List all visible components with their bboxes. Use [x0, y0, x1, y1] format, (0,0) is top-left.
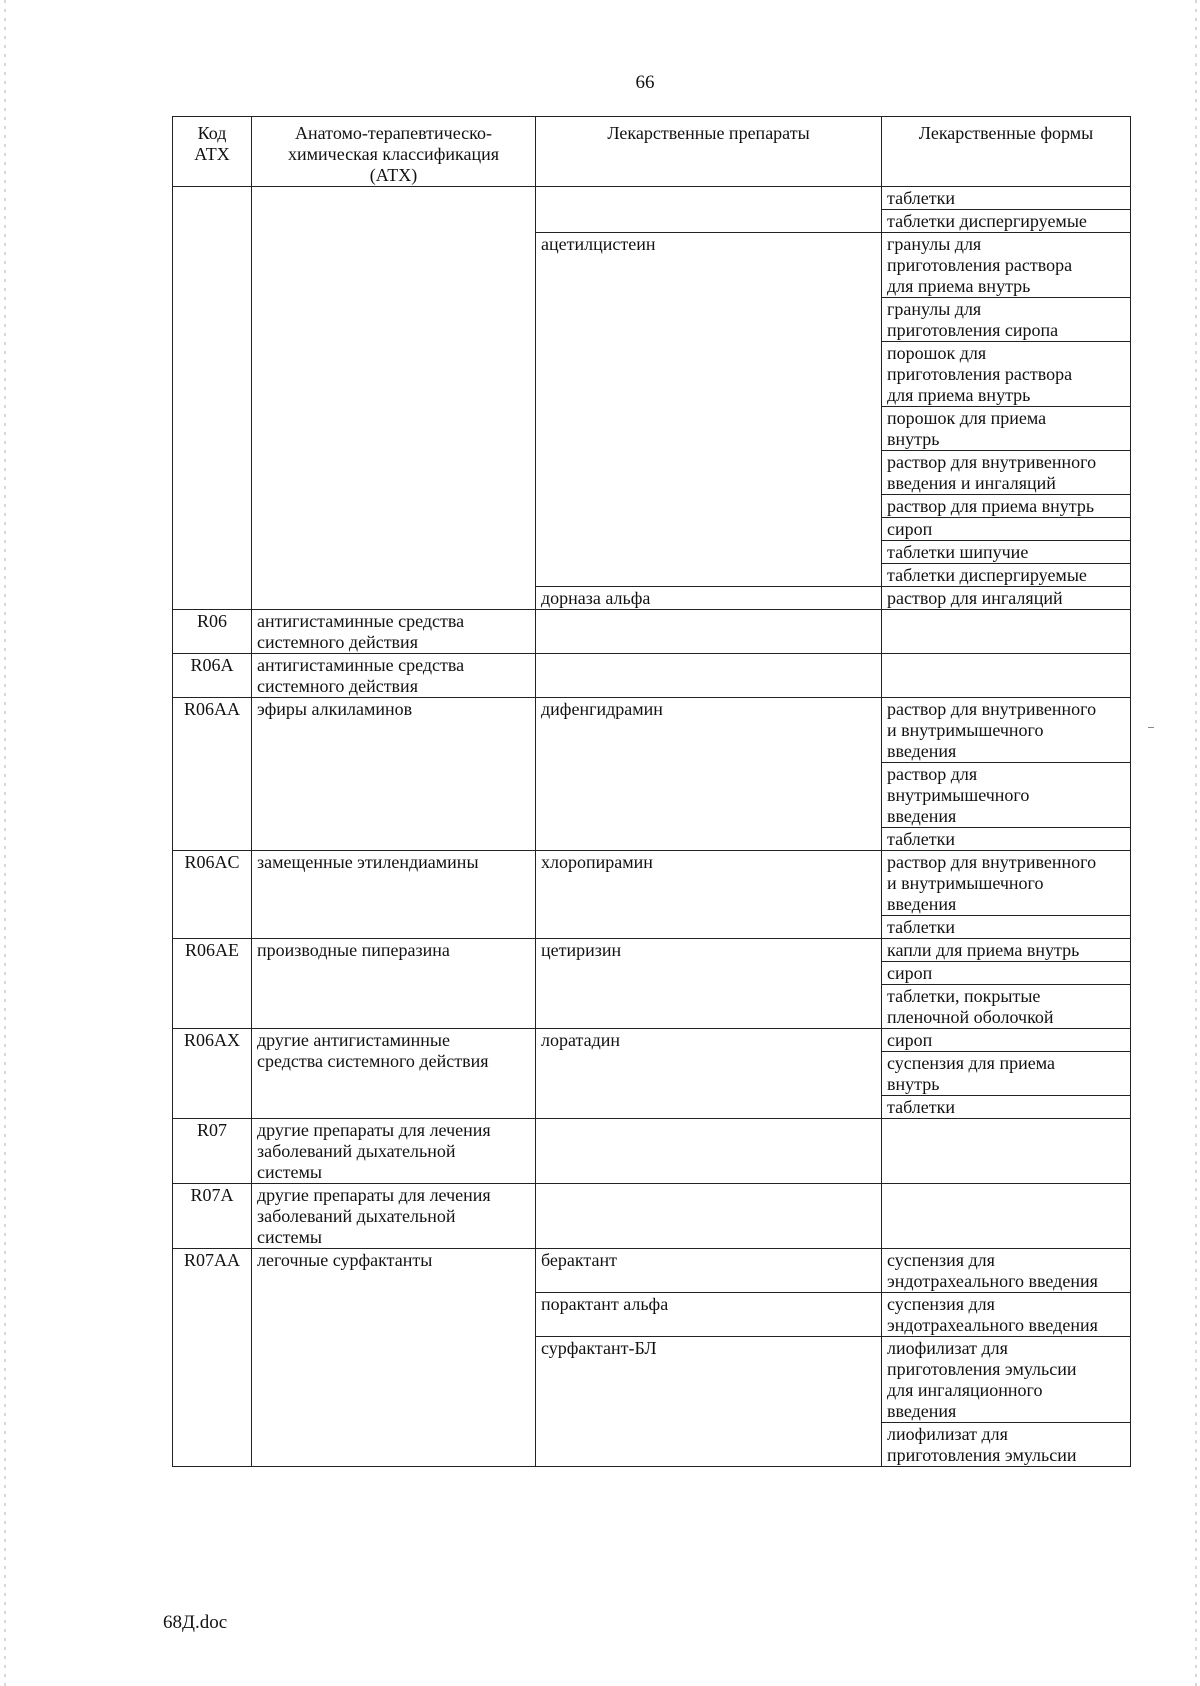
cell-drug: цетиризин	[536, 939, 882, 1029]
header-forms: Лекарственные формы	[882, 117, 1131, 187]
cell-classification: легочные сурфактанты	[252, 1249, 536, 1467]
cell-form: раствор для внутривенного введения и ингаляций	[882, 451, 1131, 495]
table-row	[173, 851, 1131, 916]
cell-form: таблетки шипучие	[882, 541, 1131, 564]
cell-form: суспензия для приема внутрь	[882, 1052, 1131, 1096]
cell-form: порошок для приема внутрь	[882, 407, 1131, 451]
cell-drug	[536, 654, 882, 698]
cell-code: R06	[173, 610, 252, 654]
cell-classification: другие препараты для лечения заболеваний дыхательной системы	[252, 1119, 536, 1184]
cell-form: лиофилизат для приготовления эмульсии для ингаляционного введения	[882, 1337, 1131, 1423]
cell-drug: берактант	[536, 1249, 882, 1293]
table-row	[173, 698, 1131, 763]
cell-drug	[536, 1184, 882, 1249]
cell-drug: лоратадин	[536, 1029, 882, 1119]
cell-classification: другие препараты для лечения заболеваний дыхательной системы	[252, 1184, 536, 1249]
scan-edge-right	[1195, 0, 1197, 1686]
cell-classification: замещенные этилендиамины	[252, 851, 536, 939]
cell-form	[882, 1119, 1131, 1184]
cell-drug	[536, 610, 882, 654]
cell-classification: производные пиперазина	[252, 939, 536, 1029]
footer-filename: 68Д.doc	[163, 1612, 228, 1633]
cell-form: сироп	[882, 1029, 1131, 1052]
scan-edge-left	[4, 0, 6, 1686]
cell-drug: дифенгидрамин	[536, 698, 882, 851]
cell-form: суспензия для эндотрахеального введения	[882, 1293, 1131, 1337]
cell-form: таблетки	[882, 916, 1131, 939]
cell-form	[882, 1184, 1131, 1249]
cell-form: раствор для внутримышечного введения	[882, 763, 1131, 828]
cell-form: раствор для внутривенного и внутримышечного введения	[882, 698, 1131, 763]
cell-code: R07	[173, 1119, 252, 1184]
cell-form: таблетки, покрытые пленочной оболочкой	[882, 985, 1131, 1029]
cell-form: таблетки диспергируемые	[882, 564, 1131, 587]
cell-classification	[252, 187, 536, 610]
cell-form: таблетки	[882, 828, 1131, 851]
table-row	[173, 939, 1131, 962]
cell-drug: сурфактант-БЛ	[536, 1337, 882, 1467]
cell-form: таблетки	[882, 1096, 1131, 1119]
cell-form: сироп	[882, 962, 1131, 985]
cell-drug	[536, 187, 882, 233]
table-header-row	[173, 117, 1131, 187]
page-number: 66	[635, 72, 655, 93]
cell-code: R07A	[173, 1184, 252, 1249]
cell-classification: антигистаминные средства системного действия	[252, 654, 536, 698]
scan-artifact	[1148, 727, 1154, 728]
cell-form: таблетки	[882, 187, 1131, 210]
cell-form: лиофилизат для приготовления эмульсии	[882, 1423, 1131, 1467]
cell-form: порошок для приготовления раствора для приема внутрь	[882, 342, 1131, 407]
cell-code: R06AE	[173, 939, 252, 1029]
cell-form: раствор для приема внутрь	[882, 495, 1131, 518]
table-row	[173, 1184, 1131, 1249]
cell-form	[882, 610, 1131, 654]
table-row	[173, 187, 1131, 210]
cell-classification: другие антигистаминные средства системного действия	[252, 1029, 536, 1119]
cell-form: раствор для внутривенного и внутримышечного введения	[882, 851, 1131, 916]
cell-code	[173, 187, 252, 610]
table-row	[173, 1249, 1131, 1293]
cell-code: R06A	[173, 654, 252, 698]
table-row	[173, 610, 1131, 654]
cell-form: раствор для ингаляций	[882, 587, 1131, 610]
cell-form: гранулы для приготовления раствора для приема внутрь	[882, 233, 1131, 298]
cell-drug	[536, 1119, 882, 1184]
cell-code: R06AX	[173, 1029, 252, 1119]
header-code: Код АТХ	[173, 117, 252, 187]
cell-code: R06AA	[173, 698, 252, 851]
cell-code: R07AA	[173, 1249, 252, 1467]
cell-drug: дорназа альфа	[536, 587, 882, 610]
header-classification: Анатомо-терапевтическо- химическая классификация (АТХ)	[252, 117, 536, 187]
cell-form: гранулы для приготовления сиропа	[882, 298, 1131, 342]
cell-form: сироп	[882, 518, 1131, 541]
cell-form: капли для приема внутрь	[882, 939, 1131, 962]
table-row	[173, 1119, 1131, 1184]
cell-classification: антигистаминные средства системного действия	[252, 610, 536, 654]
table-row	[173, 654, 1131, 698]
cell-code: R06AC	[173, 851, 252, 939]
atx-drug-table	[172, 116, 1131, 1467]
cell-form: таблетки диспергируемые	[882, 210, 1131, 233]
cell-drug: хлоропирамин	[536, 851, 882, 939]
cell-classification: эфиры алкиламинов	[252, 698, 536, 851]
cell-drug: ацетилцистеин	[536, 233, 882, 587]
header-drugs: Лекарственные препараты	[536, 117, 882, 187]
cell-form	[882, 654, 1131, 698]
table-row	[173, 1029, 1131, 1052]
cell-drug: порактант альфа	[536, 1293, 882, 1337]
cell-form: суспензия для эндотрахеального введения	[882, 1249, 1131, 1293]
